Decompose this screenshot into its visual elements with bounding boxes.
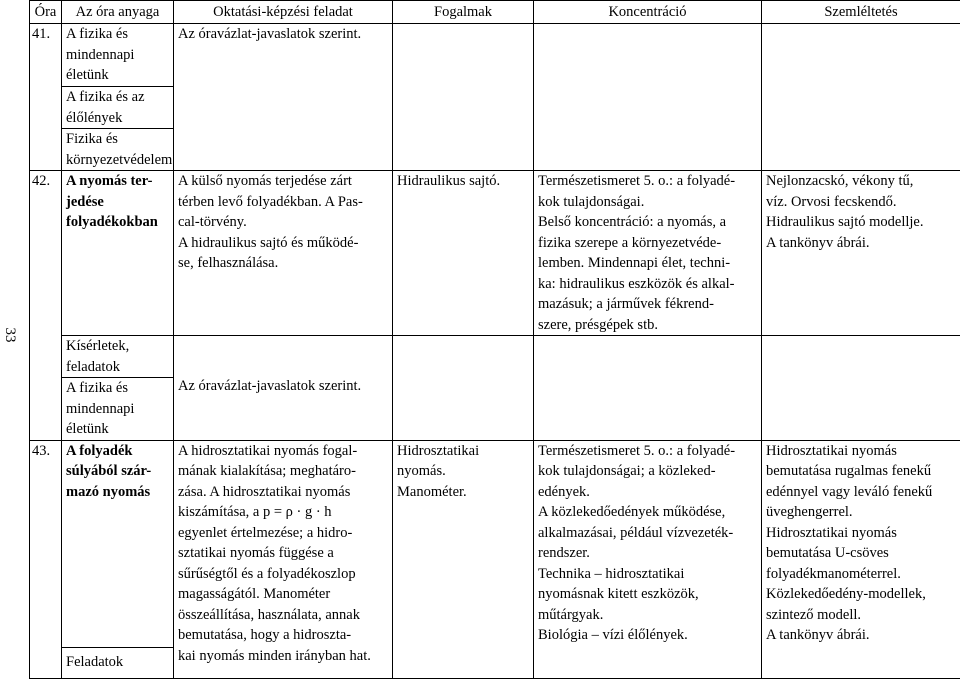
concept-line: Hidraulikus sajtó. — [397, 171, 529, 192]
concentration-line: lemben. Mindennapi élet, techni- — [538, 253, 757, 274]
topic-cell: Feladatok — [62, 647, 174, 678]
table-row-42-exercises — [30, 336, 960, 378]
demo-line: Hidrosztatikai nyomás — [766, 523, 956, 544]
demo-line: folyadékmanométerrel. — [766, 564, 956, 585]
task-line: kiszámítása, a p = ρ · g · h — [178, 502, 388, 523]
title-line: súlyából szár- — [66, 461, 169, 482]
concentration-line: mazásuk; a járművek fékrend- — [538, 294, 757, 315]
concept-line: nyomás. — [397, 461, 529, 482]
demo-line: Hidrosztatikai nyomás — [766, 441, 956, 462]
concepts-cell — [393, 336, 534, 441]
task-line: bemutatása, hogy a hidroszta- — [178, 625, 388, 646]
demo-line: Nejlonzacskó, vékony tű, — [766, 171, 956, 192]
header-row — [30, 1, 960, 24]
concentration-line: szere, présgépek stb. — [538, 315, 757, 336]
concentration-line: Természetismeret 5. o.: a folyadé- — [538, 441, 757, 462]
table-row-43 — [30, 440, 960, 647]
task-line: cal-törvény. — [178, 212, 388, 233]
concepts-cell — [393, 171, 534, 336]
title-line: A nyomás ter- — [66, 171, 169, 192]
demo-cell — [762, 171, 960, 336]
title-line: folyadékokban — [66, 212, 169, 233]
demo-cell — [762, 336, 960, 441]
lesson-number: 43. — [30, 440, 62, 678]
concepts-cell — [393, 24, 534, 171]
demo-line: bemutatása rugalmas fenekű — [766, 461, 956, 482]
topic-cell: A fizika és az élőlények — [62, 87, 174, 129]
task-line: A külső nyomás terjedése zárt — [178, 171, 388, 192]
concentration-cell — [534, 336, 762, 441]
task-line: térben levő folyadékban. A Pas- — [178, 192, 388, 213]
topic-cell: Fizika és környezetvédelem — [62, 129, 174, 171]
header-az-ora-anyaga: Az óra anyaga — [62, 1, 174, 24]
concentration-line: rendszer. — [538, 543, 757, 564]
task-line: magasságától. Manométer — [178, 584, 388, 605]
header-fogalmak: Fogalmak — [393, 1, 534, 24]
demo-line: víz. Orvosi fecskendő. — [766, 192, 956, 213]
demo-line: Hidraulikus sajtó modellje. — [766, 212, 956, 233]
concentration-line: Technika – hidrosztatikai — [538, 564, 757, 585]
title-line: A folyadék — [66, 441, 169, 462]
task-line: zása. A hidrosztatikai nyomás — [178, 482, 388, 503]
topic-cell: A fizika és mindennapi életünk — [62, 378, 174, 441]
task-line: sűrűségtől és a folyadékoszlop — [178, 564, 388, 585]
concepts-cell — [393, 440, 534, 678]
header-koncentracio: Koncentráció — [534, 1, 762, 24]
header-szemleltetes: Szemléltetés — [762, 1, 960, 24]
concentration-cell — [534, 171, 762, 336]
concentration-line: nyomásnak kitett eszközök, — [538, 584, 757, 605]
task-line: kai nyomás minden irányban hat. — [178, 646, 388, 667]
header-ora: Óra — [30, 1, 62, 24]
title-line: jedése — [66, 192, 169, 213]
concentration-line: fizika szerepe a környezetvéde- — [538, 233, 757, 254]
concept-line: Manométer. — [397, 482, 529, 503]
concentration-line: ka: hidraulikus eszközök és alkal- — [538, 274, 757, 295]
task-line: egyenlet értelmezése; a hidro- — [178, 523, 388, 544]
title-line: mazó nyomás — [66, 482, 169, 503]
demo-line: Közlekedőedény-modellek, — [766, 584, 956, 605]
concentration-line: Belső koncentráció: a nyomás, a — [538, 212, 757, 233]
lesson-title — [62, 171, 174, 336]
concentration-line: edények. — [538, 482, 757, 503]
page-number: 33 — [0, 325, 25, 345]
task-cell — [174, 440, 393, 678]
table-row-41a — [30, 24, 960, 87]
lesson-number: 41. — [30, 24, 62, 171]
demo-line: A tankönyv ábrái. — [766, 625, 956, 646]
task-line: A hidrosztatikai nyomás fogal- — [178, 441, 388, 462]
task-cell: Az óravázlat-javaslatok szerint. — [174, 336, 393, 441]
curriculum-table — [29, 0, 960, 679]
concentration-line: Biológia – vízi élőlények. — [538, 625, 757, 646]
demo-cell — [762, 440, 960, 678]
header-oktatasi-feladat: Oktatási-képzési feladat — [174, 1, 393, 24]
task-line: sztatikai nyomás függése a — [178, 543, 388, 564]
task-line: összeállítása, használata, annak — [178, 605, 388, 626]
demo-line: üveghengerrel. — [766, 502, 956, 523]
task-line: mának kialakítása; meghatáro- — [178, 461, 388, 482]
demo-line: szintező modell. — [766, 605, 956, 626]
topic-cell: A fizika és mindennapi életünk — [62, 24, 174, 87]
concentration-line: A közlekedőedények működése, — [538, 502, 757, 523]
concentration-cell — [534, 24, 762, 171]
table-row-42 — [30, 171, 960, 336]
lesson-title — [62, 440, 174, 647]
concentration-line: alkalmazásai, például vízvezeték- — [538, 523, 757, 544]
task-cell: Az óravázlat-javaslatok szerint. — [174, 24, 393, 171]
concentration-cell — [534, 440, 762, 678]
demo-line: bemutatása U-csöves — [766, 543, 956, 564]
concept-line: Hidrosztatikai — [397, 441, 529, 462]
concentration-line: műtárgyak. — [538, 605, 757, 626]
demo-line: A tankönyv ábrái. — [766, 233, 956, 254]
concentration-line: kok tulajdonságai; a közleked- — [538, 461, 757, 482]
lesson-number: 42. — [30, 171, 62, 441]
concentration-line: kok tulajdonságai. — [538, 192, 757, 213]
demo-line: edénnyel vagy leváló fenekű — [766, 482, 956, 503]
task-cell — [174, 171, 393, 336]
concentration-line: Természetismeret 5. o.: a folyadé- — [538, 171, 757, 192]
task-line: A hidraulikus sajtó és működé- — [178, 233, 388, 254]
task-line: se, felhasználása. — [178, 253, 388, 274]
demo-cell — [762, 24, 960, 171]
topic-cell: Kísérletek, feladatok — [62, 336, 174, 378]
